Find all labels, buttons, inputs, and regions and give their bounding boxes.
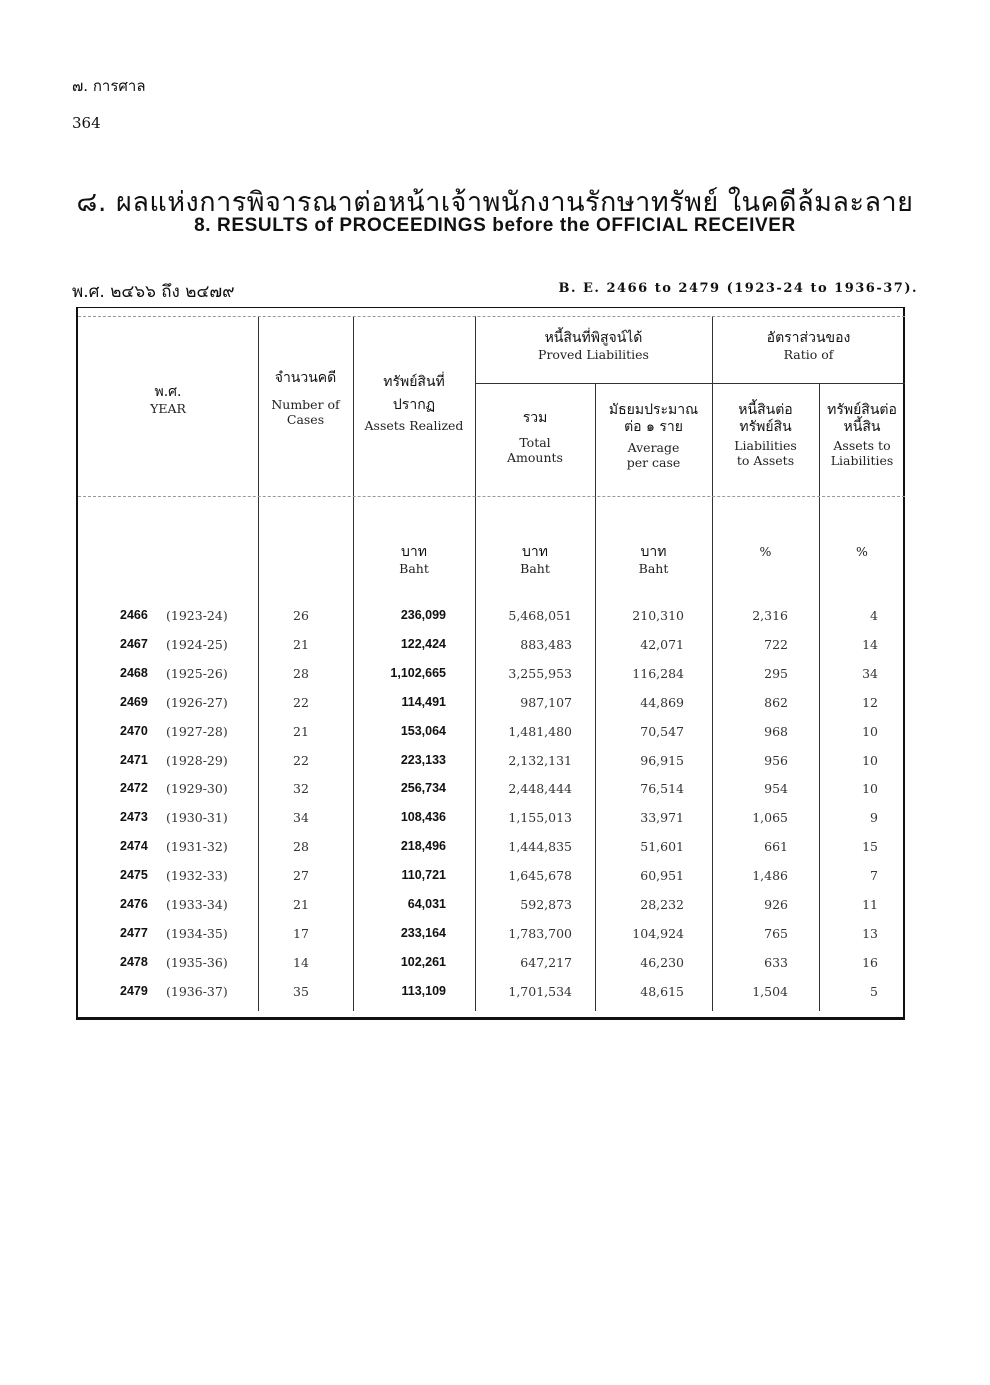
liabilities-to-assets-cell: 633 [764,954,788,970]
assets-cell: 153,064 [400,723,446,738]
year-ad-cell: (1929-30) [166,781,228,797]
average-cell: 51,601 [640,839,684,855]
assets-to-liabilities-cell: 34 [862,665,878,681]
liabilities-to-assets-unit: % [759,544,772,559]
assets-to-liabilities-cell: 16 [862,954,878,970]
average-cell: 28,232 [640,897,684,912]
average-cell: 116,284 [632,665,684,681]
year-ad-cell: (1927-28) [166,723,228,739]
assets-cell: 113,109 [401,983,446,998]
assets-to-liabilities-cell: 9 [870,810,878,826]
year-ad-cell: (1934-35) [166,925,228,941]
year-ad-cell: (1932-33) [166,868,228,884]
table-row [76,868,905,890]
average-cell: 33,971 [640,810,684,826]
assets-to-liabilities-cell: 13 [862,925,878,941]
average-cell: 96,915 [640,752,684,768]
liabilities-to-assets-cell: 765 [764,925,788,941]
assets-to-liabilities-cell: 5 [870,983,878,999]
year-be-cell: 2477 [120,925,148,940]
year-be-cell: 2466 [120,608,148,622]
assets-cell: 1,102,665 [390,665,446,680]
cases-cell: 28 [293,665,309,681]
year-be-cell: 2469 [120,694,148,709]
average-cell: 70,547 [640,723,684,739]
liabilities-to-assets-cell: 956 [764,752,788,768]
cases-cell: 32 [293,781,309,797]
total-cell: 1,701,534 [508,983,572,999]
liabilities-to-assets-cell: 1,504 [752,983,788,999]
year-be-cell: 2467 [120,636,148,651]
assets-to-liabilities-cell: 11 [862,897,878,912]
year-ad-cell: (1935-36) [166,954,228,970]
year-ad-cell: (1923-24) [166,608,228,623]
top-divider [78,316,905,317]
cases-cell: 28 [293,839,309,855]
average-cell: 46,230 [640,954,684,970]
total-cell: 3,255,953 [508,665,572,681]
cases-cell: 21 [293,636,309,652]
year-be-cell: 2476 [120,897,148,911]
assets-to-liabilities-cell: 14 [862,636,878,652]
cases-cell: 35 [293,983,309,999]
assets-to-liabilities-cell: 15 [862,839,878,855]
total-cell: 883,483 [520,636,572,652]
total-cell: 2,448,444 [508,781,572,797]
period-thai: พ.ศ. ๒๔๖๖ ถึง ๒๔๗๙ [72,282,235,302]
assets-to-liabilities-cell: 12 [862,694,878,710]
total-cell: 592,873 [520,897,572,912]
table-row [76,897,905,919]
total-cell: 1,481,480 [508,723,572,739]
table-row [76,608,905,630]
liabilities-to-assets-cell: 1,486 [752,868,788,884]
cases-cell: 22 [293,694,309,710]
liabilities-to-assets-cell: 1,065 [752,810,788,826]
table-row [76,810,905,832]
table-title-thai: ๘. ผลแห่งการพิจารณาต่อหน้าเจ้าพนักงานรักษาทรัพย์ ในคดีล้มละลาย [76,187,914,218]
table-title-english: 8. RESULTS of PROCEEDINGS before the OFFICIAL RECEIVER [194,215,796,236]
average-cell: 104,924 [632,925,684,941]
year-ad-cell: (1931-32) [166,839,228,855]
assets-cell: 223,133 [400,752,446,767]
table-row [76,724,905,746]
average-cell: 210,310 [632,608,684,623]
total-cell: 2,132,131 [508,752,572,768]
table-row [76,839,905,861]
total-header: รวม Total Amounts [507,410,563,465]
assets-cell: 64,031 [407,897,446,911]
section-label: ๗. การศาล [72,77,146,95]
table-row [76,984,905,1006]
year-be-cell: 2478 [120,954,148,969]
cases-cell: 27 [293,868,309,884]
assets-cell: 233,164 [400,925,446,940]
cases-cell: 21 [293,897,309,912]
liabilities-to-assets-cell: 722 [764,636,788,652]
average-cell: 44,869 [640,694,684,710]
year-be-cell: 2474 [120,839,148,854]
proved-liabilities-header: หนี้สินที่พิสูจน์ได้ Proved Liabilities [538,330,649,362]
assets-cell: 256,734 [400,781,446,796]
assets-unit: บาท Baht [399,544,429,576]
total-cell: 1,155,013 [508,810,572,826]
liabilities-to-assets-cell: 2,316 [752,608,788,623]
liabilities-to-assets-header: หนี้สินต่อ ทรัพย์สิน Liabilities to Assets [734,402,797,468]
assets-cell: 114,491 [401,694,446,709]
year-ad-cell: (1924-25) [166,636,228,652]
year-be-cell: 2479 [120,983,148,998]
liabilities-to-assets-cell: 968 [764,723,788,739]
assets-to-liabilities-cell: 10 [862,723,878,739]
assets-cell: 218,496 [400,839,446,854]
table-row [76,666,905,688]
assets-to-liabilities-cell: 4 [870,608,878,623]
assets-cell: 122,424 [400,636,446,651]
year-ad-cell: (1933-34) [166,897,228,912]
year-ad-cell: (1936-37) [166,983,228,999]
total-cell: 1,444,835 [508,839,572,855]
header-divider [78,496,905,497]
liabilities-to-assets-cell: 862 [764,694,788,710]
assets-cell: 236,099 [400,608,446,622]
assets-to-liabilities-header: ทรัพย์สินต่อ หนี้สิน Assets to Liabilities [827,402,897,468]
average-cell: 48,615 [640,983,684,999]
period-english: B. E. 2466 to 2479 (1923-24 to 1936-37). [558,281,918,296]
liabilities-to-assets-cell: 926 [764,897,788,912]
total-cell: 987,107 [520,694,572,710]
average-cell: 42,071 [640,636,684,652]
year-ad-cell: (1925-26) [166,665,228,681]
assets-cell: 110,721 [401,868,446,883]
year-ad-cell: (1930-31) [166,810,228,826]
header-rule [475,383,905,384]
table-row [76,926,905,948]
table-row [76,695,905,717]
average-header: มัธยมประมาณ ต่อ ๑ ราย Average per case [608,402,699,470]
assets-to-liabilities-unit: % [856,544,868,559]
assets-cell: 108,436 [400,810,446,825]
table-row [76,753,905,775]
liabilities-to-assets-cell: 295 [764,665,788,681]
page-number: 364 [72,114,101,132]
year-header: พ.ศ. YEAR [150,384,186,416]
year-be-cell: 2473 [120,810,148,825]
liabilities-to-assets-cell: 954 [764,781,788,797]
assets-to-liabilities-cell: 7 [870,868,878,884]
assets-to-liabilities-cell: 10 [862,781,878,797]
cases-header: จำนวนคดี Number of Cases [271,370,340,427]
average-cell: 60,951 [640,868,684,884]
cases-cell: 34 [293,810,309,826]
ratio-header: อัตราส่วนของ Ratio of [766,330,851,362]
table-row [76,955,905,977]
table-row [76,781,905,803]
year-be-cell: 2471 [120,752,148,767]
average-cell: 76,514 [640,781,684,797]
year-be-cell: 2468 [120,665,148,680]
liabilities-to-assets-cell: 661 [764,839,788,855]
cases-cell: 22 [293,752,309,768]
assets-cell: 102,261 [400,954,446,969]
year-ad-cell: (1926-27) [166,694,228,710]
year-be-cell: 2470 [120,723,148,738]
total-cell: 5,468,051 [508,608,572,623]
year-be-cell: 2472 [120,781,148,796]
total-cell: 1,645,678 [508,868,572,884]
table-row [76,637,905,659]
cases-cell: 14 [293,954,309,970]
total-cell: 647,217 [520,954,572,970]
year-be-cell: 2475 [120,868,148,883]
assets-to-liabilities-cell: 10 [862,752,878,768]
cases-cell: 17 [293,925,309,941]
total-unit: บาท Baht [520,544,550,576]
year-ad-cell: (1928-29) [166,752,228,768]
assets-header: ทรัพย์สินที่ ปรากฏ Assets Realized [364,374,464,433]
average-unit: บาท Baht [638,544,669,576]
total-cell: 1,783,700 [508,925,572,941]
cases-cell: 21 [293,723,309,739]
cases-cell: 26 [293,608,309,623]
